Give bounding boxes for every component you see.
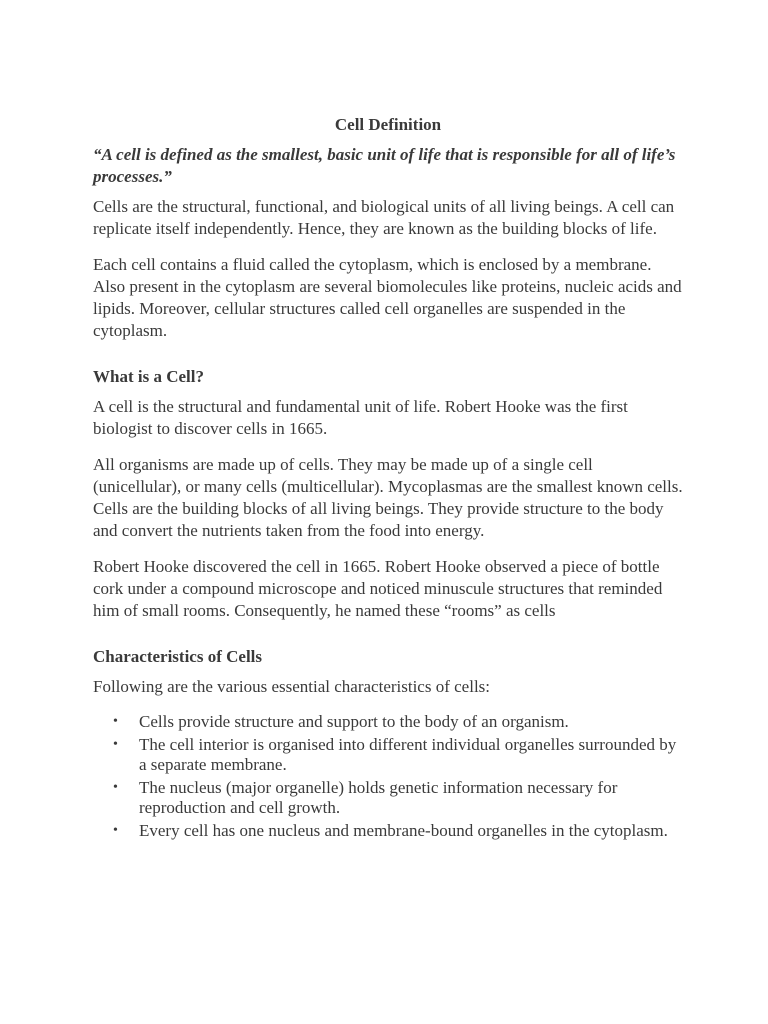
document-page xyxy=(93,114,683,844)
bullet-icon: • xyxy=(113,714,118,729)
characteristics-list xyxy=(93,712,683,841)
definition-quote: “A cell is defined as the smallest, basic unit of life that is responsible for all of life’s processes.” xyxy=(93,145,676,186)
document-title: Cell Definition xyxy=(334,115,442,134)
list-item-text: Every cell has one nucleus and membrane-bound organelles in the cytoplasm. xyxy=(139,821,668,840)
intro-paragraph-2: Each cell contains a fluid called the cytoplasm, which is enclosed by a membrane. Also present in the cytoplasm are several biomolecules like proteins, nucleic acids and lipids. Moreover, cellular structures called cell organelles are suspended in the cytoplasm. xyxy=(93,255,682,340)
list-item-text: Cells provide structure and support to the body of an organism. xyxy=(139,712,569,731)
list-item xyxy=(93,735,683,775)
list-item-text: The nucleus (major organelle) holds genetic information necessary for reproduction and cell growth. xyxy=(139,778,618,817)
section2-intro: Following are the various essential characteristics of cells: xyxy=(93,677,491,696)
list-item xyxy=(93,712,683,732)
section1-paragraph-2: All organisms are made up of cells. They may be made up of a single cell (unicellular), or many cells (multicellular). Mycoplasmas are the smallest known cells. Cells are the building blocks of all living beings. They provide structure to the body and convert the nutrients taken from the food into energy. xyxy=(93,455,683,540)
section-heading-characteristics: Characteristics of Cells xyxy=(93,647,263,666)
section1-paragraph-1: A cell is the structural and fundamental unit of life. Robert Hooke was the first biologist to discover cells in 1665. xyxy=(93,397,628,438)
bullet-icon: • xyxy=(113,780,118,795)
section1-paragraph-3: Robert Hooke discovered the cell in 1665. Robert Hooke observed a piece of bottle cork under a compound microscope and noticed minuscule structures that reminded him of small rooms. Consequently, he named these “rooms” as cells xyxy=(93,557,663,620)
bullet-icon: • xyxy=(113,737,118,752)
section-heading-what-is-a-cell: What is a Cell? xyxy=(93,367,204,386)
intro-paragraph-1: Cells are the structural, functional, and biological units of all living beings. A cell can replicate itself independently. Hence, they are known as the building blocks of life. xyxy=(93,197,675,238)
list-item xyxy=(93,778,683,818)
list-item-text: The cell interior is organised into different individual organelles surrounded by a separate membrane. xyxy=(139,735,677,774)
list-item xyxy=(93,821,683,841)
bullet-icon: • xyxy=(113,823,118,838)
